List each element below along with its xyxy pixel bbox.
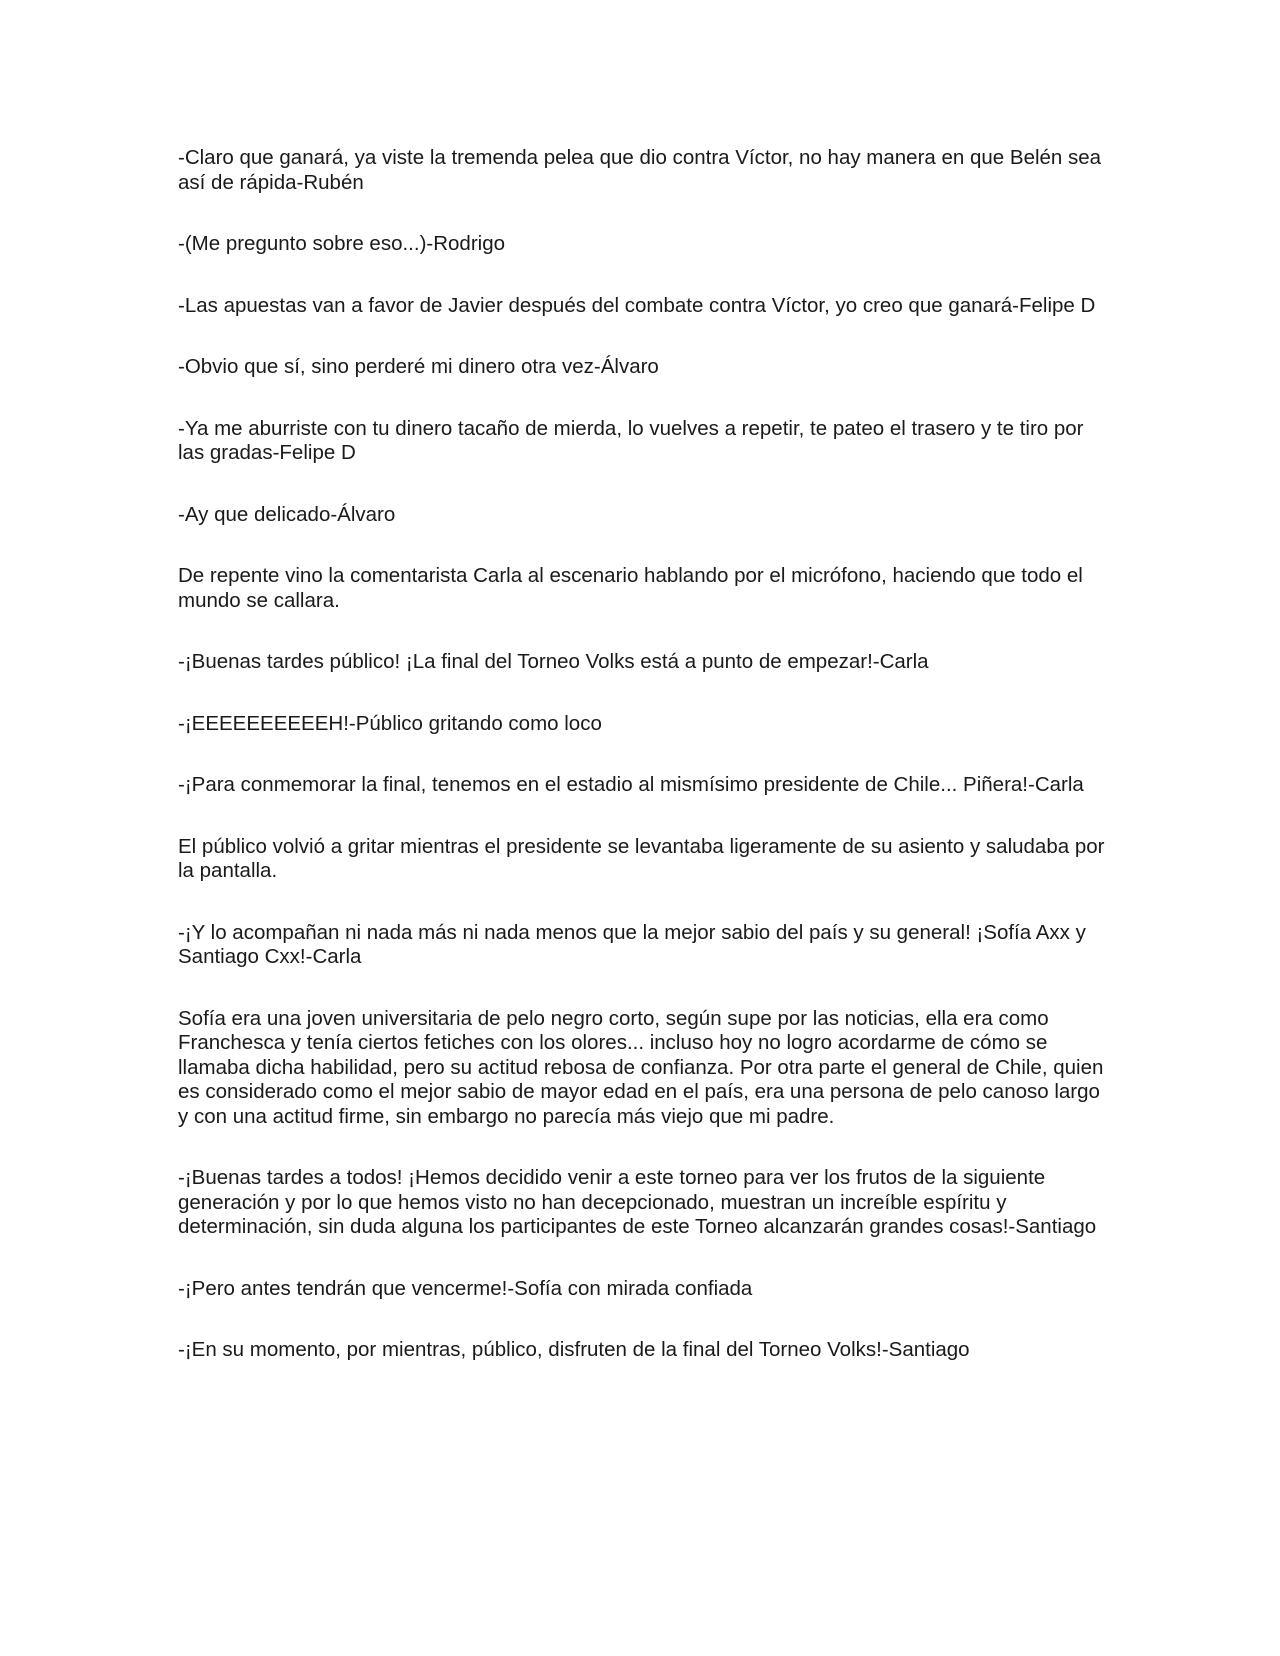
paragraph: El público volvió a gritar mientras el presidente se levantaba ligeramente de su asiento y saludaba por la pantalla. bbox=[178, 834, 1105, 882]
paragraph: -¡Pero antes tendrán que vencerme!-Sofía con mirada confiada bbox=[178, 1276, 753, 1300]
paragraph: -¡En su momento, por mientras, público, disfruten de la final del Torneo Volks!-Santiago bbox=[178, 1338, 970, 1361]
paragraph: -Ya me aburriste con tu dinero tacaño de mierda, lo vuelves a repetir, te pateo el trasero y te tiro por las gradas-Felipe D bbox=[178, 416, 1084, 464]
paragraph: -Obvio que sí, sino perderé mi dinero otra vez-Álvaro bbox=[178, 355, 659, 378]
paragraph: -(Me pregunto sobre eso...)-Rodrigo bbox=[178, 232, 506, 255]
paragraph: -Las apuestas van a favor de Javier después del combate contra Víctor, yo creo que ganará-Felipe D bbox=[178, 293, 1096, 317]
document-body bbox=[178, 146, 1108, 1400]
paragraph: -Ay que delicado-Álvaro bbox=[178, 502, 396, 526]
paragraph: -¡Para conmemorar la final, tenemos en el estadio al mismísimo presidente de Chile... Piñera!-Carla bbox=[178, 773, 1084, 796]
paragraph: De repente vino la comentarista Carla al escenario hablando por el micrófono, haciendo que todo el mundo se callara. bbox=[178, 564, 1083, 612]
paragraph: -Claro que ganará, ya viste la tremenda pelea que dio contra Víctor, no hay manera en que Belén sea así de rápida-Rubén bbox=[178, 146, 1102, 194]
paragraph: Sofía era una joven universitaria de pelo negro corto, según supe por las noticias, ella era como Franchesca y tenía ciertos fetiches con los olores... incluso hoy no logro acordarme de cómo se llamaba dicha habilidad, pero su actitud rebosa de confianza. Por otra parte el general de Chile, quien es considerado como el mejor sabio de mayor edad en el país, era una persona de pelo canoso largo y con una actitud firme, sin embargo no parecía más viejo que mi padre. bbox=[178, 1006, 1104, 1128]
paragraph: -¡EEEEEEEEEEH!-Público gritando como loco bbox=[178, 711, 602, 735]
paragraph: -¡Y lo acompañan ni nada más ni nada menos que la mejor sabio del país y su general! ¡Sofía Axx y Santiago Cxx!-Carla bbox=[178, 920, 1086, 968]
paragraph: -¡Buenas tardes a todos! ¡Hemos decidido venir a este torneo para ver los frutos de la siguiente generación y por lo que hemos visto no han decepcionado, muestran un increíble espíritu y determinación, sin duda alguna los participantes de este Torneo alcanzarán grandes cosas!-Santiago bbox=[178, 1166, 1097, 1238]
paragraph: -¡Buenas tardes público! ¡La final del Torneo Volks está a punto de empezar!-Carla bbox=[178, 650, 929, 673]
